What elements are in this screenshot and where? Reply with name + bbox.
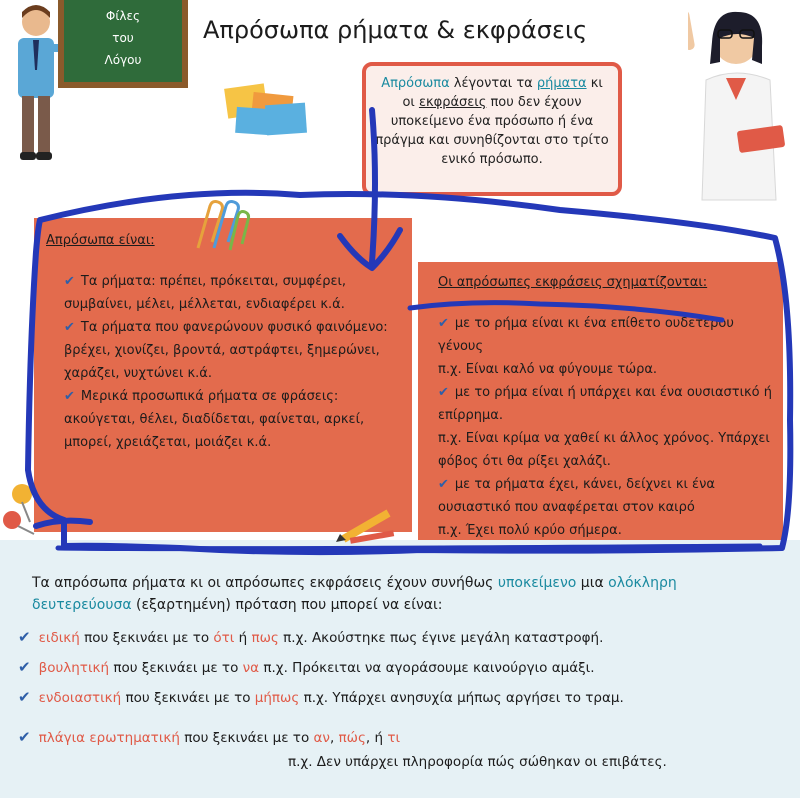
clause-type: πλάγια ερωτηματική (38, 730, 180, 746)
right-item-1-example: π.χ. Είναι καλό να φύγουμε τώρα. (438, 362, 658, 377)
clause-sep: , (329, 730, 339, 746)
clause-example: π.χ. Πρόκειται να αγοράσουμε καινούργιο αμάξι. (259, 660, 595, 676)
check-icon: ✔ (18, 728, 31, 746)
push-pins-icon (0, 482, 70, 542)
check-icon: ✔ (64, 274, 75, 289)
left-item-1-lead: Τα ρήματα: (80, 274, 156, 289)
check-icon: ✔ (64, 389, 75, 404)
left-item-3-text: ακούγεται, θέλει, διαδίδεται, φαίνεται, αρκεί, μπορεί, χρειάζεται, μοιάζει κ.ά. (64, 412, 365, 450)
clause-text: που ξεκινάει με το (79, 630, 214, 646)
clause-type: βουλητική (38, 660, 110, 676)
left-item-2-lead: Τα ρήματα που φανερώνουν φυσικό φαινόμενο: (80, 320, 388, 335)
left-panel-list (46, 270, 406, 454)
page-title: Απρόσωπα ρήματα & εκφράσεις (203, 16, 588, 44)
right-item-1-lead: με το ρήμα είναι κι ένα επίθετο ουδετέρου γένους (438, 316, 734, 354)
list-item (46, 270, 406, 316)
definition-text-2: κι οι (402, 76, 603, 110)
intro-text-2: μια (576, 575, 609, 591)
clause-text: που ξεκινάει με το (121, 690, 255, 706)
check-icon: ✔ (64, 320, 75, 335)
left-item-1-text: πρέπει, πρόκειται, συμφέρει, συμβαίνει, μέλει, μέλλεται, ενδιαφέρει κ.ά. (64, 274, 347, 312)
list-item (438, 473, 778, 519)
board-line-2: του (112, 31, 134, 45)
intro-paragraph (32, 572, 772, 616)
list-item (438, 381, 778, 427)
list-item (18, 728, 400, 746)
right-item-2-lead: με το ρήμα είναι ή υπάρχει και ένα ουσιαστικό ή επίρρημα. (438, 385, 772, 423)
list-item (46, 385, 406, 454)
clause-example: π.χ. Ακούστηκε πως έγινε μεγάλη καταστροφή. (278, 630, 604, 646)
list-item (438, 312, 778, 358)
list-item (46, 316, 406, 385)
definition-term: Απρόσωπα (381, 76, 450, 91)
check-icon: ✔ (18, 688, 31, 706)
intro-subordinate: ολόκληρη δευτερεύουσα (32, 575, 677, 613)
definition-text-1: λέγονται τα (449, 76, 537, 91)
clause-type: ενδοιαστική (38, 690, 122, 706)
clause-sep: ή (234, 630, 252, 646)
intro-subject: υποκείμενο (497, 575, 577, 591)
female-teacher-illustration (688, 0, 800, 210)
intro-text-3: (εξαρτημένη) πρόταση που μπορεί να είναι: (131, 597, 443, 613)
clause-word: ότι (213, 630, 235, 646)
right-panel-list (438, 312, 778, 542)
clause-4-example: π.χ. Δεν υπάρχει πληροφορία πώς σώθηκαν οι επιβάτες. (288, 754, 667, 770)
clause-example: π.χ. Υπάρχει ανησυχία μήπως αργήσει το τραμ. (299, 690, 624, 706)
male-teacher-illustration (6, 0, 66, 165)
clause-word: αν (313, 730, 330, 746)
board-line-3: Λόγου (104, 53, 142, 67)
check-icon: ✔ (438, 316, 449, 331)
right-item-2-example: π.χ. Είναι κρίμα να χαθεί κι άλλος χρόνος. Υπάρχει φόβος ότι θα ρίξει χαλάζι. (438, 431, 770, 469)
check-icon: ✔ (438, 385, 449, 400)
left-panel-heading: Απρόσωπα είναι: (46, 233, 155, 248)
clause-word: μήπως (254, 690, 300, 706)
chalkboard (58, 0, 188, 88)
right-item-3-example: π.χ. Έχει πολύ κρύο σήμερα. (438, 523, 622, 538)
definition-box (362, 62, 622, 196)
left-item-3-lead: Μερικά προσωπικά ρήματα σε φράσεις: (80, 389, 339, 404)
left-item-2-text: βρέχει, χιονίζει, βροντά, αστράφτει, ξημερώνει, χαράζει, νυχτώνει κ.ά. (64, 343, 380, 381)
check-icon: ✔ (18, 628, 31, 646)
check-icon: ✔ (438, 477, 449, 492)
check-icon: ✔ (18, 658, 31, 676)
clause-text: που ξεκινάει με το (179, 730, 314, 746)
list-item (18, 688, 624, 706)
clause-sep: , ή (365, 730, 388, 746)
definition-text-3: που δεν έχουν υποκείμενο ένα πρόσωπο ή ένα πράγμα και συνηθίζονται στο τρίτο ενικό πρόσωπο. (375, 95, 609, 167)
clause-type: ειδική (38, 630, 80, 646)
right-item-3-lead: με τα ρήματα έχει, κάνει, δείχνει κι ένα ουσιαστικό που αναφέρεται στον καιρό (438, 477, 715, 515)
clause-word: πώς (338, 730, 366, 746)
clause-word: τι (387, 730, 401, 746)
definition-word-verbs: ρήματα (536, 76, 587, 91)
clause-text: που ξεκινάει με το (109, 660, 243, 676)
list-item (18, 628, 603, 646)
clause-word: να (242, 660, 260, 676)
right-panel-heading: Οι απρόσωπες εκφράσεις σχηματίζονται: (438, 275, 708, 290)
board-line-1: Φίλες (105, 9, 141, 23)
clause-word: πως (251, 630, 279, 646)
intro-text-1: Τα απρόσωπα ρήματα κι οι απρόσωπες εκφράσεις έχουν συνήθως (32, 575, 498, 591)
sticky-notes-icon (222, 80, 310, 140)
definition-word-expressions: εκφράσεις (418, 95, 487, 110)
paper-clips-icon (188, 198, 252, 254)
pencils-icon (330, 500, 400, 556)
list-item (18, 658, 595, 676)
